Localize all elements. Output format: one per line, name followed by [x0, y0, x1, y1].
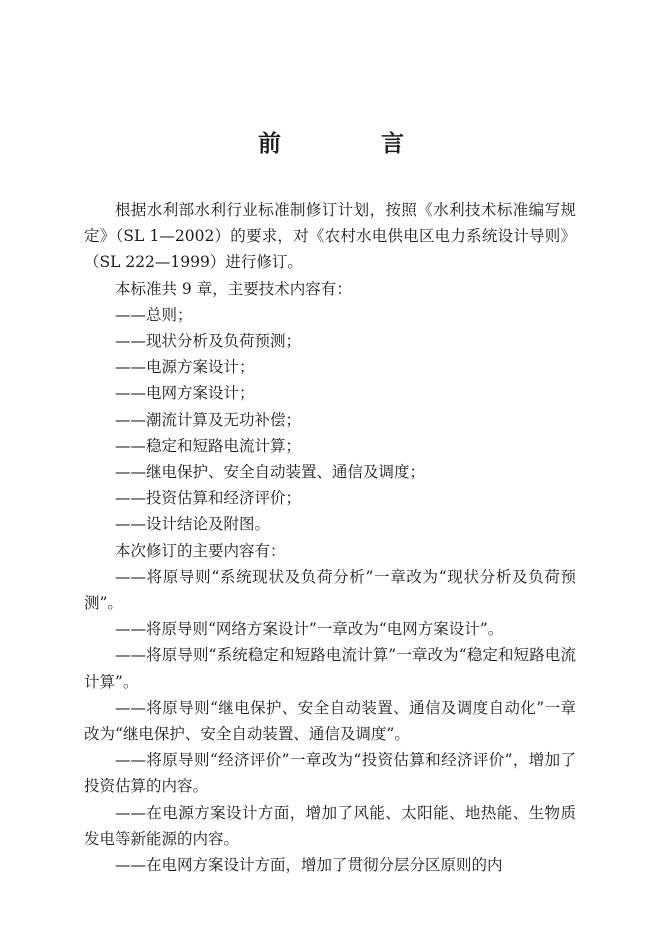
list-item-chapter: ——电源方案设计； — [115, 358, 255, 377]
list-item-chapter: ——潮流计算及无功补偿； — [115, 410, 302, 429]
paragraph-intro: 根据水利部水利行业标准制修订计划，按照《水利技术标准编写规定》（SL 1—2002）的要求，对《农村水电供电区电力系统设计导则》（SL 222—1999）进行修订。 — [84, 201, 576, 272]
list-item-revision: ——将原导则“系统稳定和短路电流计算”一章改为“稳定和短路电流计算”。 — [84, 646, 576, 691]
paragraph-chapters-heading: 本标准共 9 章，主要技术内容有： — [115, 279, 352, 298]
list-item-chapter: ——电网方案设计； — [115, 384, 255, 403]
list-item-chapter: ——总则； — [115, 305, 193, 324]
list-item-revision: ——将原导则“经济评价”一章改为“投资估算和经济评价”，增加了投资估算的内容。 — [84, 751, 576, 796]
list-item-revision: ——将原导则“系统现状及负荷分析”一章改为“现状分析及负荷预测”。 — [84, 567, 576, 613]
list-item-revision: ——将原导则“网络方案设计”一章改为“电网方案设计”。 — [115, 620, 504, 639]
list-item-chapter: ——设计结论及附图。 — [115, 515, 271, 534]
list-item-chapter: ——继电保护、安全自动装置、通信及调度； — [115, 463, 426, 482]
paragraph-revisions-heading: 本次修订的主要内容有： — [115, 541, 286, 560]
page-title: 前 言 — [257, 130, 450, 157]
list-item-revision: ——将原导则“继电保护、安全自动装置、通信及调度自动化”一章改为“继电保护、安全自动装置、通信及调度”。 — [84, 698, 576, 744]
document-body — [84, 197, 576, 878]
list-item-revision: ——在电源方案设计方面，增加了风能、太阳能、地热能、生物质发电等新能源的内容。 — [84, 803, 576, 848]
list-item-revision: ——在电网方案设计方面，增加了贯彻分层分区原则的内 — [115, 856, 503, 875]
list-item-chapter: ——现状分析及负荷预测； — [115, 332, 302, 351]
list-item-chapter: ——稳定和短路电流计算； — [115, 436, 302, 455]
list-item-chapter: ——投资估算和经济评价； — [115, 489, 302, 508]
